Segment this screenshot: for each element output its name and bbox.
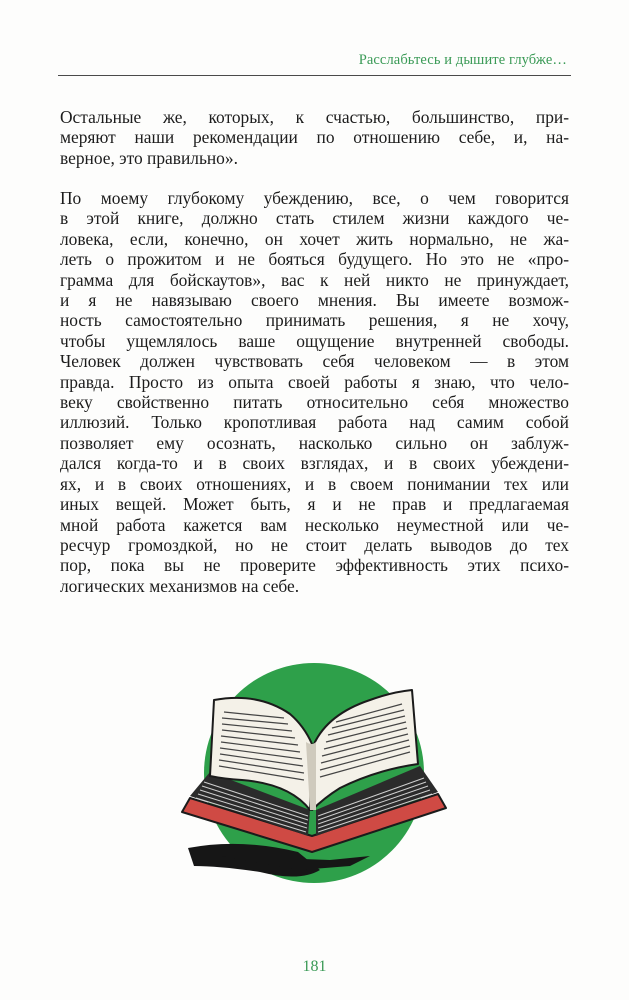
text-line: иных вещей. Может быть, я и не прав и предлагаемая [60, 494, 569, 515]
text-line: грамма для бойскаутов», вас к ней никто не принуждает, [60, 269, 569, 290]
page-number: 181 [302, 958, 327, 975]
text-line: ловека, если, конечно, он хочет жить нормально, не жа- [60, 228, 569, 249]
text-line: ресчур громоздкой, но не стоит делать выводов до тех [60, 534, 569, 555]
text-line: ях, и в своих отношениях, и в своем понимании тех или [60, 473, 569, 494]
text-line: логических механизмов на себе. [60, 575, 300, 596]
paragraph-2 [60, 188, 569, 596]
text-line: правда. Просто из опыта своей работы я знаю, что чело- [60, 371, 569, 392]
paragraph-1 [60, 107, 569, 168]
text-line: веку свойственно питать относительно себя множество [60, 392, 569, 413]
text-line: в этой книге, должно стать стилем жизни каждого че- [60, 208, 569, 229]
text-line: ность самостоятельно принимать решения, я не хочу, [60, 310, 569, 331]
text-line: дался когда-то и в своих взглядах, и в своих убеждени- [60, 453, 569, 474]
illustration [180, 660, 450, 885]
text-line: Остальные же, которых, к счастью, большинство, при- [60, 107, 569, 127]
text-line: позволяет ему осознать, насколько сильно он заблуж- [60, 432, 569, 453]
text-line: иллюзий. Только кропотливая работа над самим собой [60, 412, 569, 433]
open-book-icon [180, 660, 450, 885]
text-line: верное, это правильно». [60, 147, 238, 168]
text-line: леть о прожитом и не бояться будущего. Но это не «про- [60, 249, 569, 270]
text-line: меряют наши рекомендации по отношению себе, и, на- [60, 127, 569, 148]
text-line: Человек должен чувствовать себя человеком — в этом [60, 351, 569, 372]
text-line: чтобы ущемлялось ваше ощущение внутренней свободы. [60, 330, 569, 351]
header-rule [58, 75, 571, 76]
text-line: пор, пока вы не проверите эффективность этих психо- [60, 555, 569, 576]
text-line: По моему глубокому убеждению, все, о чем говорится [60, 188, 569, 208]
running-head: Расслабьтесь и дышите глубже… [358, 52, 567, 68]
text-line: и я не навязываю своего мнения. Вы имеете возмож- [60, 290, 569, 311]
text-line: мной работа кажется вам несколько неуместной или че- [60, 514, 569, 535]
